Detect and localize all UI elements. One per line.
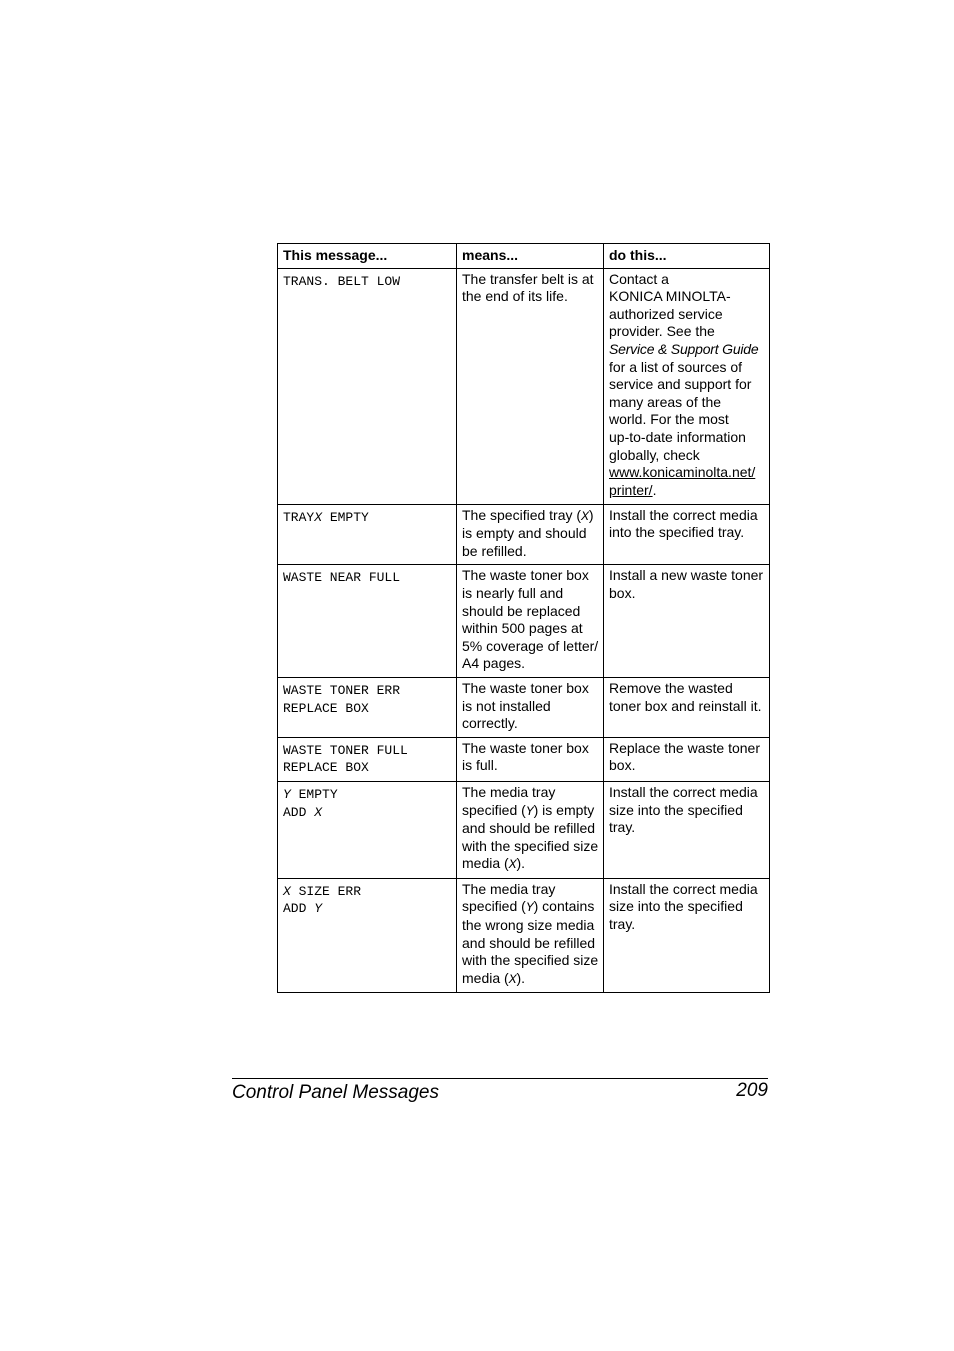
table-header-row [278, 244, 770, 269]
do-this-cell: Install the correct media size into the specified tray. [604, 878, 770, 993]
message-text: REPLACE BOX [283, 700, 369, 716]
message-variable: X [283, 883, 291, 899]
means-text: The media tray specified ( [462, 783, 556, 818]
message-text: TRANS. BELT LOW [283, 273, 401, 289]
means-text: ). [516, 855, 526, 872]
means-text: The specified tray ( [462, 506, 582, 523]
message-text: TRAY [283, 509, 315, 525]
message-cell [278, 268, 457, 504]
message-text: WASTE TONER ERR [283, 682, 401, 698]
do-line: provider. See the [609, 323, 715, 340]
message-variable: Y [314, 901, 323, 917]
footer-section-title: Control Panel Messages [232, 1082, 439, 1103]
do-line: service and support for [609, 376, 752, 393]
service-support-guide-title: Service & Support Guide [609, 340, 759, 357]
do-line: many areas of the [609, 393, 722, 410]
means-variable: X [581, 508, 589, 524]
message-text: ADD [283, 804, 315, 820]
do-line: for a list of sources of [609, 358, 743, 375]
means-variable: Y [525, 803, 534, 819]
konicaminolta-link[interactable]: www.konicaminolta.net/ [609, 464, 756, 481]
message-cell [278, 781, 457, 878]
message-text: SIZE ERR [290, 883, 362, 899]
means-text: ) is empty and should be refilled. [462, 506, 594, 559]
message-cell [278, 677, 457, 737]
do-line: up-to-date information [609, 428, 746, 445]
message-variable: Y [283, 786, 291, 802]
message-text: EMPTY [290, 786, 338, 802]
do-line: KONICA MINOLTA- [609, 288, 731, 305]
means-variable: X [508, 971, 517, 987]
means-cell [457, 781, 604, 878]
means-variable: X [508, 857, 517, 873]
means-text: ). [516, 969, 526, 986]
control-panel-messages-table [277, 243, 770, 993]
means-variable: Y [525, 900, 534, 916]
means-text: ) contains the wrong size media and should be refilled with the specified size media ( [462, 898, 599, 986]
table-row [278, 781, 770, 878]
do-this-cell: Install the correct media size into the specified tray. [604, 781, 770, 878]
header-do-this: do this... [604, 244, 770, 269]
do-this-cell: Install the correct media into the specified tray. [604, 504, 770, 565]
do-line: globally, check [609, 446, 700, 463]
do-line: authorized service [609, 305, 723, 322]
means-text: The media tray specified ( [462, 880, 556, 915]
table-row [278, 268, 770, 504]
page-number: 209 [736, 1080, 768, 1101]
do-this-cell: Install a new waste toner box. [604, 565, 770, 678]
do-this-cell: Remove the wasted toner box and reinstall it. [604, 677, 770, 737]
means-cell: The waste toner box is nearly full and should be replaced within 500 pages at 5% coverage of letter/ A4 pages. [457, 565, 604, 678]
means-cell [457, 504, 604, 565]
table-row [278, 878, 770, 993]
message-cell [278, 737, 457, 781]
message-text: WASTE TONER FULL [283, 742, 408, 758]
do-this-cell [604, 268, 770, 504]
means-cell: The waste toner box is not installed correctly. [457, 677, 604, 737]
header-message: This message... [278, 244, 457, 269]
table-row [278, 565, 770, 678]
means-cell: The transfer belt is at the end of its life. [457, 268, 604, 504]
message-cell [278, 565, 457, 678]
header-means: means... [457, 244, 604, 269]
table-row [278, 737, 770, 781]
table-row [278, 677, 770, 737]
message-text: WASTE NEAR FULL [283, 570, 401, 586]
link-period: . [652, 481, 657, 498]
footer-divider [232, 1078, 768, 1079]
do-line: Contact a [609, 270, 669, 287]
means-cell [457, 878, 604, 993]
means-text: ) is empty and should be refilled with the specified size media ( [462, 801, 599, 872]
message-text: ADD [283, 901, 315, 917]
message-variable: X [314, 509, 323, 525]
message-cell [278, 504, 457, 565]
table-row [278, 504, 770, 565]
do-this-cell: Replace the waste toner box. [604, 737, 770, 781]
do-line: world. For the most [609, 411, 729, 428]
message-text: REPLACE BOX [283, 760, 369, 776]
message-cell [278, 878, 457, 993]
konicaminolta-link-printer[interactable]: printer/ [609, 481, 653, 498]
message-text: EMPTY [322, 509, 369, 525]
means-cell: The waste toner box is full. [457, 737, 604, 781]
message-variable: X [314, 804, 323, 820]
